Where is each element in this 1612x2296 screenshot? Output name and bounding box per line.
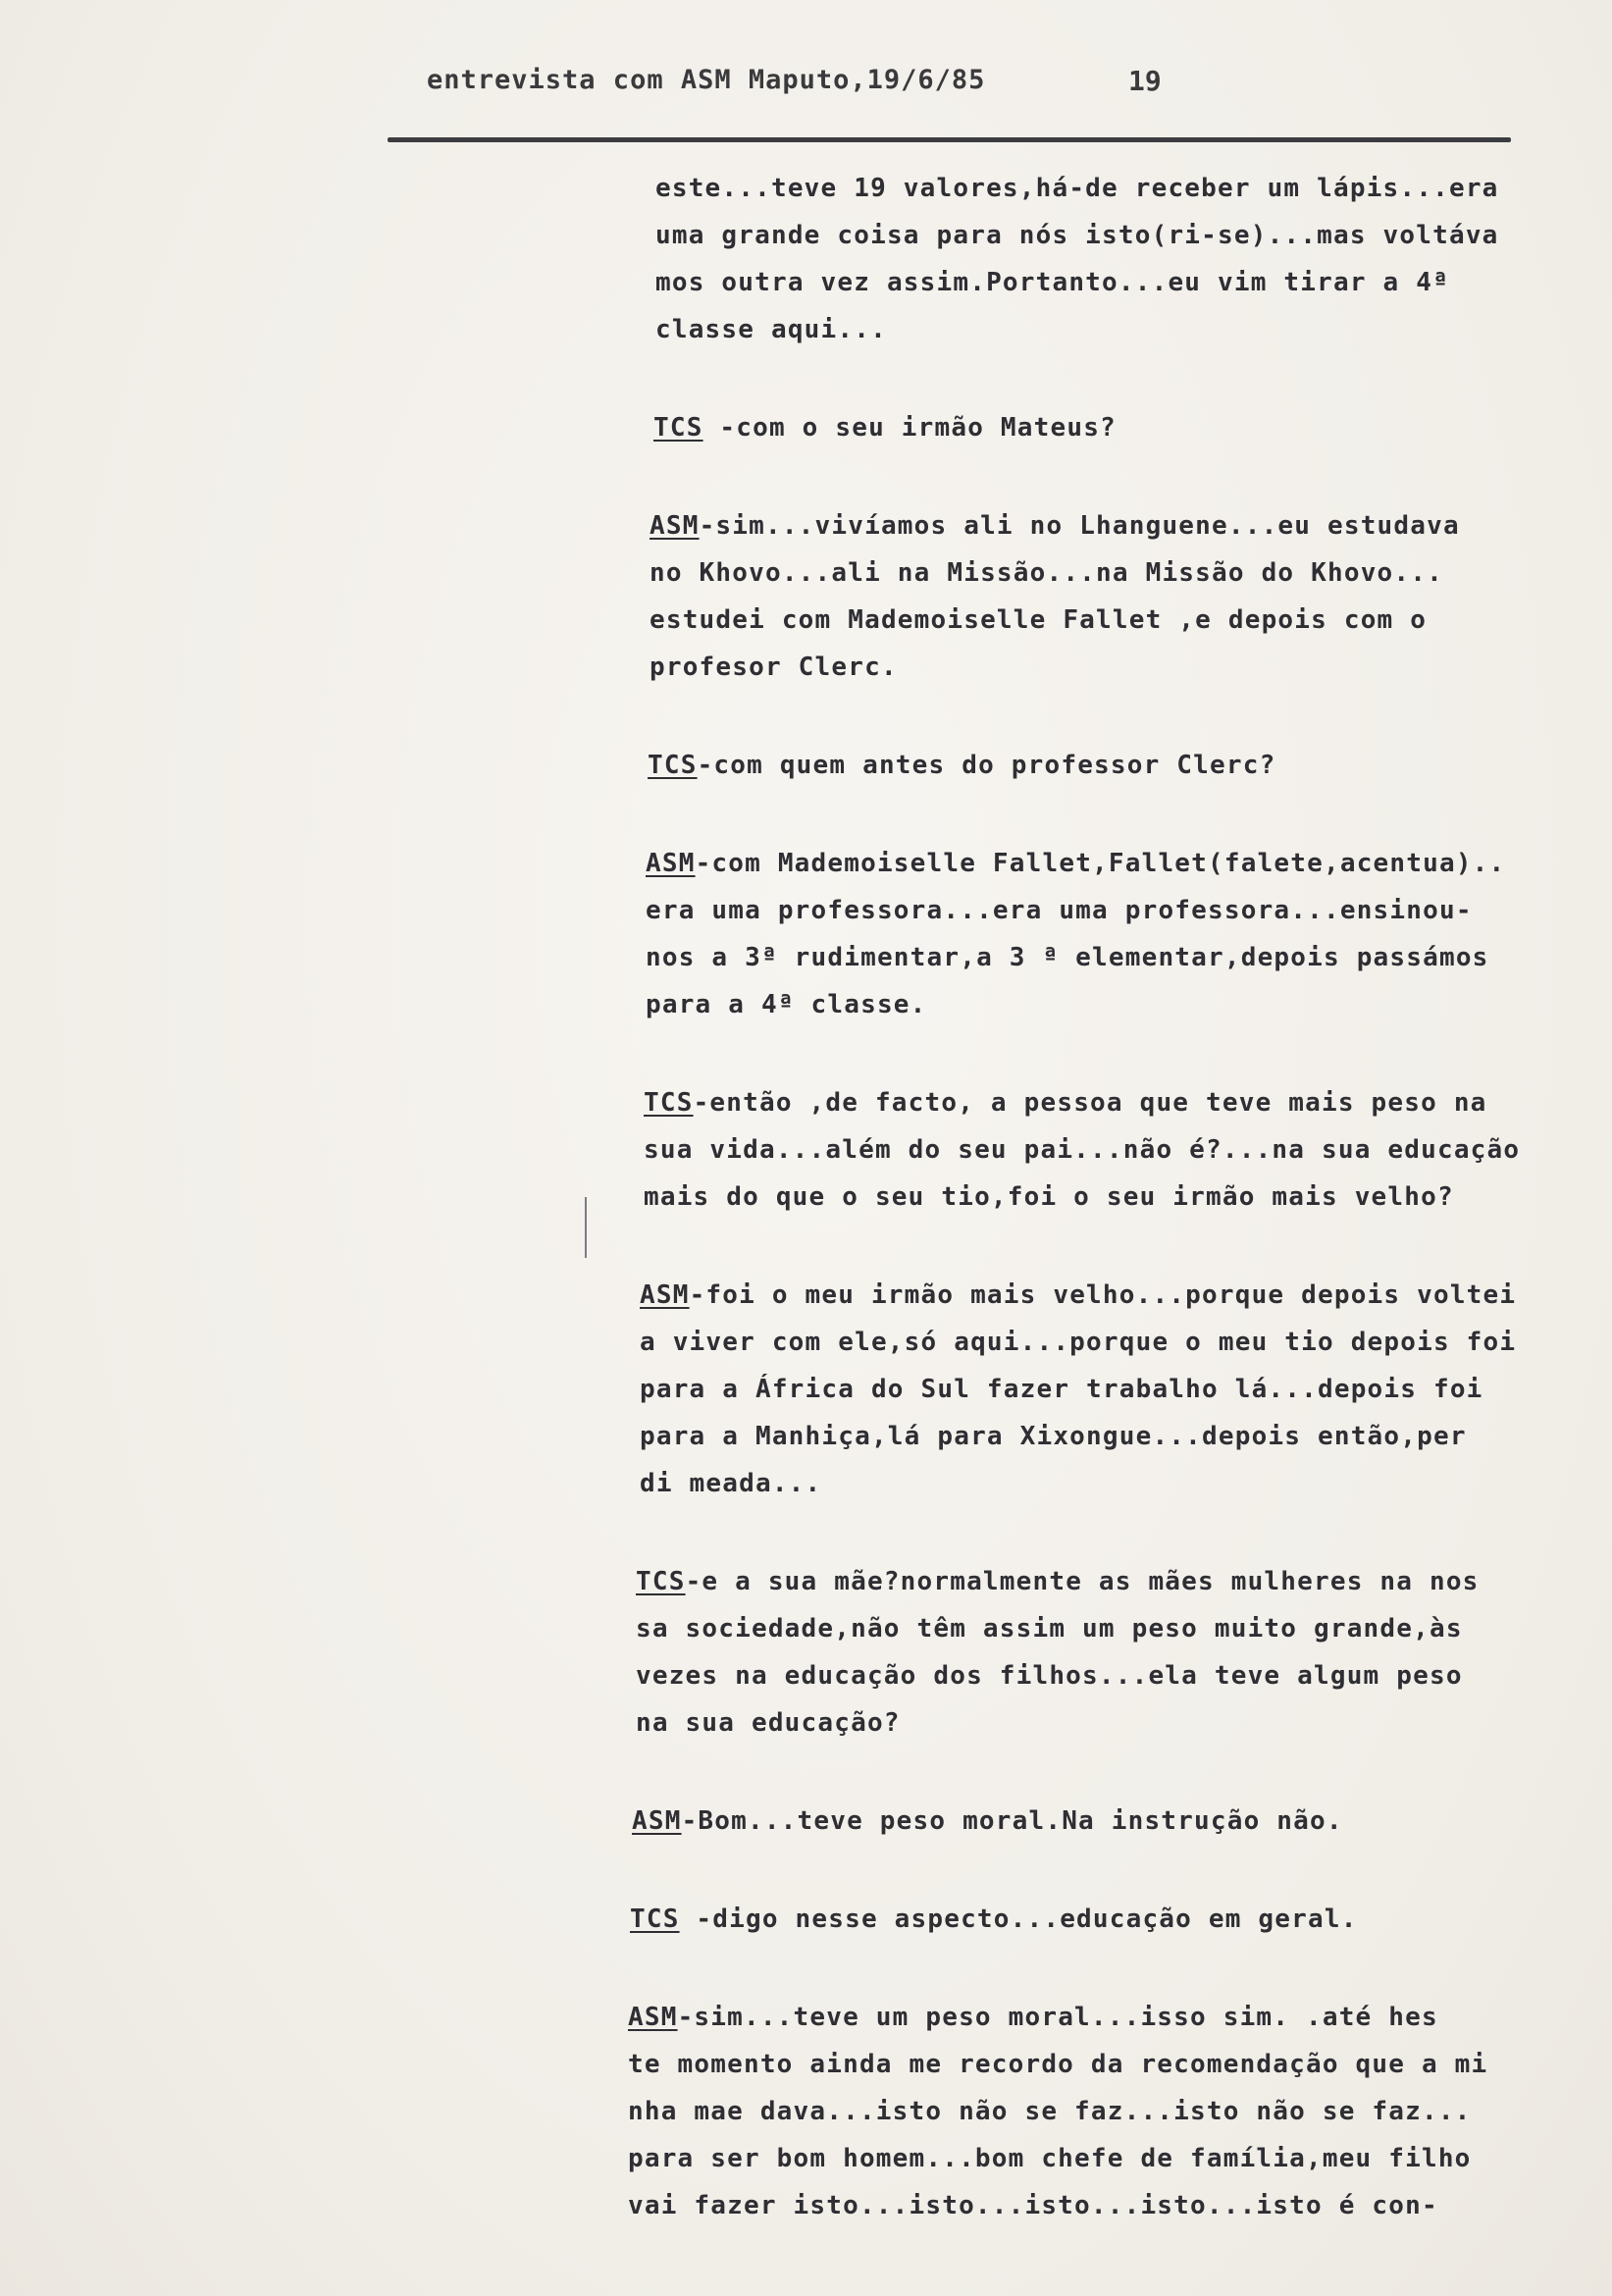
- speech-text: -e a sua mãe?normalmente as mães mulheres na nos: [685, 1567, 1480, 1596]
- transcript-paragraph: [653, 404, 1570, 451]
- text-line: a viver com ele,só aqui...porque o meu tio depois foi: [640, 1328, 1517, 1357]
- transcript-paragraph: [632, 1798, 1570, 1845]
- transcript-paragraph: [630, 1896, 1570, 1943]
- speaker-label: ASM: [640, 1280, 690, 1310]
- text-line: [632, 1798, 1570, 1845]
- text-line: [648, 742, 1570, 789]
- text-line: [628, 1994, 1570, 2041]
- text-line: era uma professora...era uma professora...ensinou-: [646, 896, 1473, 925]
- text-line: sua vida...além do seu pai...não é?...na sua educação: [644, 1135, 1521, 1165]
- text-line: mos outra vez assim.Portanto...eu vim tirar a 4ª: [655, 268, 1449, 297]
- transcript-paragraph: [628, 1994, 1570, 2229]
- text-line: [630, 1896, 1570, 1943]
- speech-text: -sim...vivíamos ali no Lhanguene...eu estudava: [699, 511, 1460, 541]
- text-line: para a África do Sul fazer trabalho lá...depois foi: [640, 1375, 1483, 1404]
- text-line: na sua educação?: [636, 1708, 901, 1738]
- speech-text: -foi o meu irmão mais velho...porque depois voltei: [689, 1280, 1517, 1310]
- text-line: vezes na educação dos filhos...ela teve algum peso: [636, 1661, 1463, 1691]
- transcript-paragraph: [636, 1558, 1570, 1747]
- text-line: para a 4ª classe.: [646, 990, 927, 1019]
- text-line: no Khovo...ali na Missão...na Missão do Khovo...: [650, 558, 1443, 588]
- page-number: 19: [1128, 65, 1162, 97]
- speaker-label: ASM: [646, 849, 696, 878]
- speaker-label: ASM: [632, 1806, 682, 1836]
- text-line: [646, 840, 1570, 887]
- speaker-label: ASM: [628, 2003, 678, 2032]
- speaker-label: TCS: [630, 1905, 680, 1934]
- speech-text: -com o seu irmão Mateus?: [702, 413, 1117, 443]
- speech-text: -com Mademoiselle Fallet,Fallet(falete,acentua)..: [695, 849, 1506, 878]
- speaker-label: TCS: [636, 1567, 686, 1596]
- transcript-paragraph: [644, 1079, 1570, 1221]
- text-line: [636, 1558, 1570, 1605]
- speech-text: -digo nesse aspecto...educação em geral.: [679, 1905, 1358, 1934]
- text-line: para ser bom homem...bom chefe de família,meu filho: [628, 2144, 1472, 2173]
- margin-pencil-mark: [585, 1197, 587, 1258]
- text-line: classe aqui...: [655, 315, 887, 344]
- header-rule: [388, 137, 1511, 142]
- speaker-label: TCS: [653, 413, 703, 443]
- text-line: para a Manhiça,lá para Xixongue...depois então,per: [640, 1422, 1467, 1451]
- text-line: di meada...: [640, 1469, 822, 1498]
- text-line: este...teve 19 valores,há-de receber um lápis...era: [655, 174, 1499, 203]
- text-line: [640, 1272, 1570, 1319]
- text-line: [650, 502, 1570, 549]
- text-line: [644, 1079, 1570, 1126]
- text-line: estudei com Mademoiselle Fallet ,e depois com o: [650, 605, 1428, 635]
- speech-text: -com quem antes do professor Clerc?: [697, 751, 1276, 780]
- transcript-paragraph: [650, 502, 1570, 691]
- text-line: [653, 404, 1570, 451]
- text-line: nos a 3ª rudimentar,a 3 ª elementar,depois passámos: [646, 943, 1489, 972]
- text-line: te momento ainda me recordo da recomendação que a mi: [628, 2050, 1488, 2079]
- speaker-label: TCS: [644, 1088, 694, 1118]
- speech-text: -sim...teve um peso moral...isso sim. .até hes: [677, 2003, 1438, 2032]
- text-line: profesor Clerc.: [650, 652, 898, 682]
- speech-text: -então ,de facto, a pessoa que teve mais peso na: [693, 1088, 1487, 1118]
- transcript-paragraph: [655, 165, 1570, 353]
- speaker-label: TCS: [648, 751, 698, 780]
- interview-transcript: [628, 165, 1570, 2280]
- speech-text: -Bom...teve peso moral.Na instrução não.: [681, 1806, 1343, 1836]
- text-line: mais do que o seu tio,foi o seu irmão mais velho?: [644, 1182, 1454, 1212]
- page-header-title: entrevista com ASM Maputo,19/6/85: [427, 65, 986, 95]
- transcript-paragraph: [648, 742, 1570, 789]
- speaker-label: ASM: [650, 511, 700, 541]
- text-line: uma grande coisa para nós isto(ri-se)...mas voltáva: [655, 221, 1499, 250]
- text-line: sa sociedade,não têm assim um peso muito grande,às: [636, 1614, 1463, 1644]
- transcript-paragraph: [646, 840, 1570, 1028]
- text-line: nha mae dava...isto não se faz...isto não se faz...: [628, 2097, 1472, 2126]
- text-line: vai fazer isto...isto...isto...isto...isto é con-: [628, 2191, 1438, 2220]
- transcript-paragraph: [640, 1272, 1570, 1507]
